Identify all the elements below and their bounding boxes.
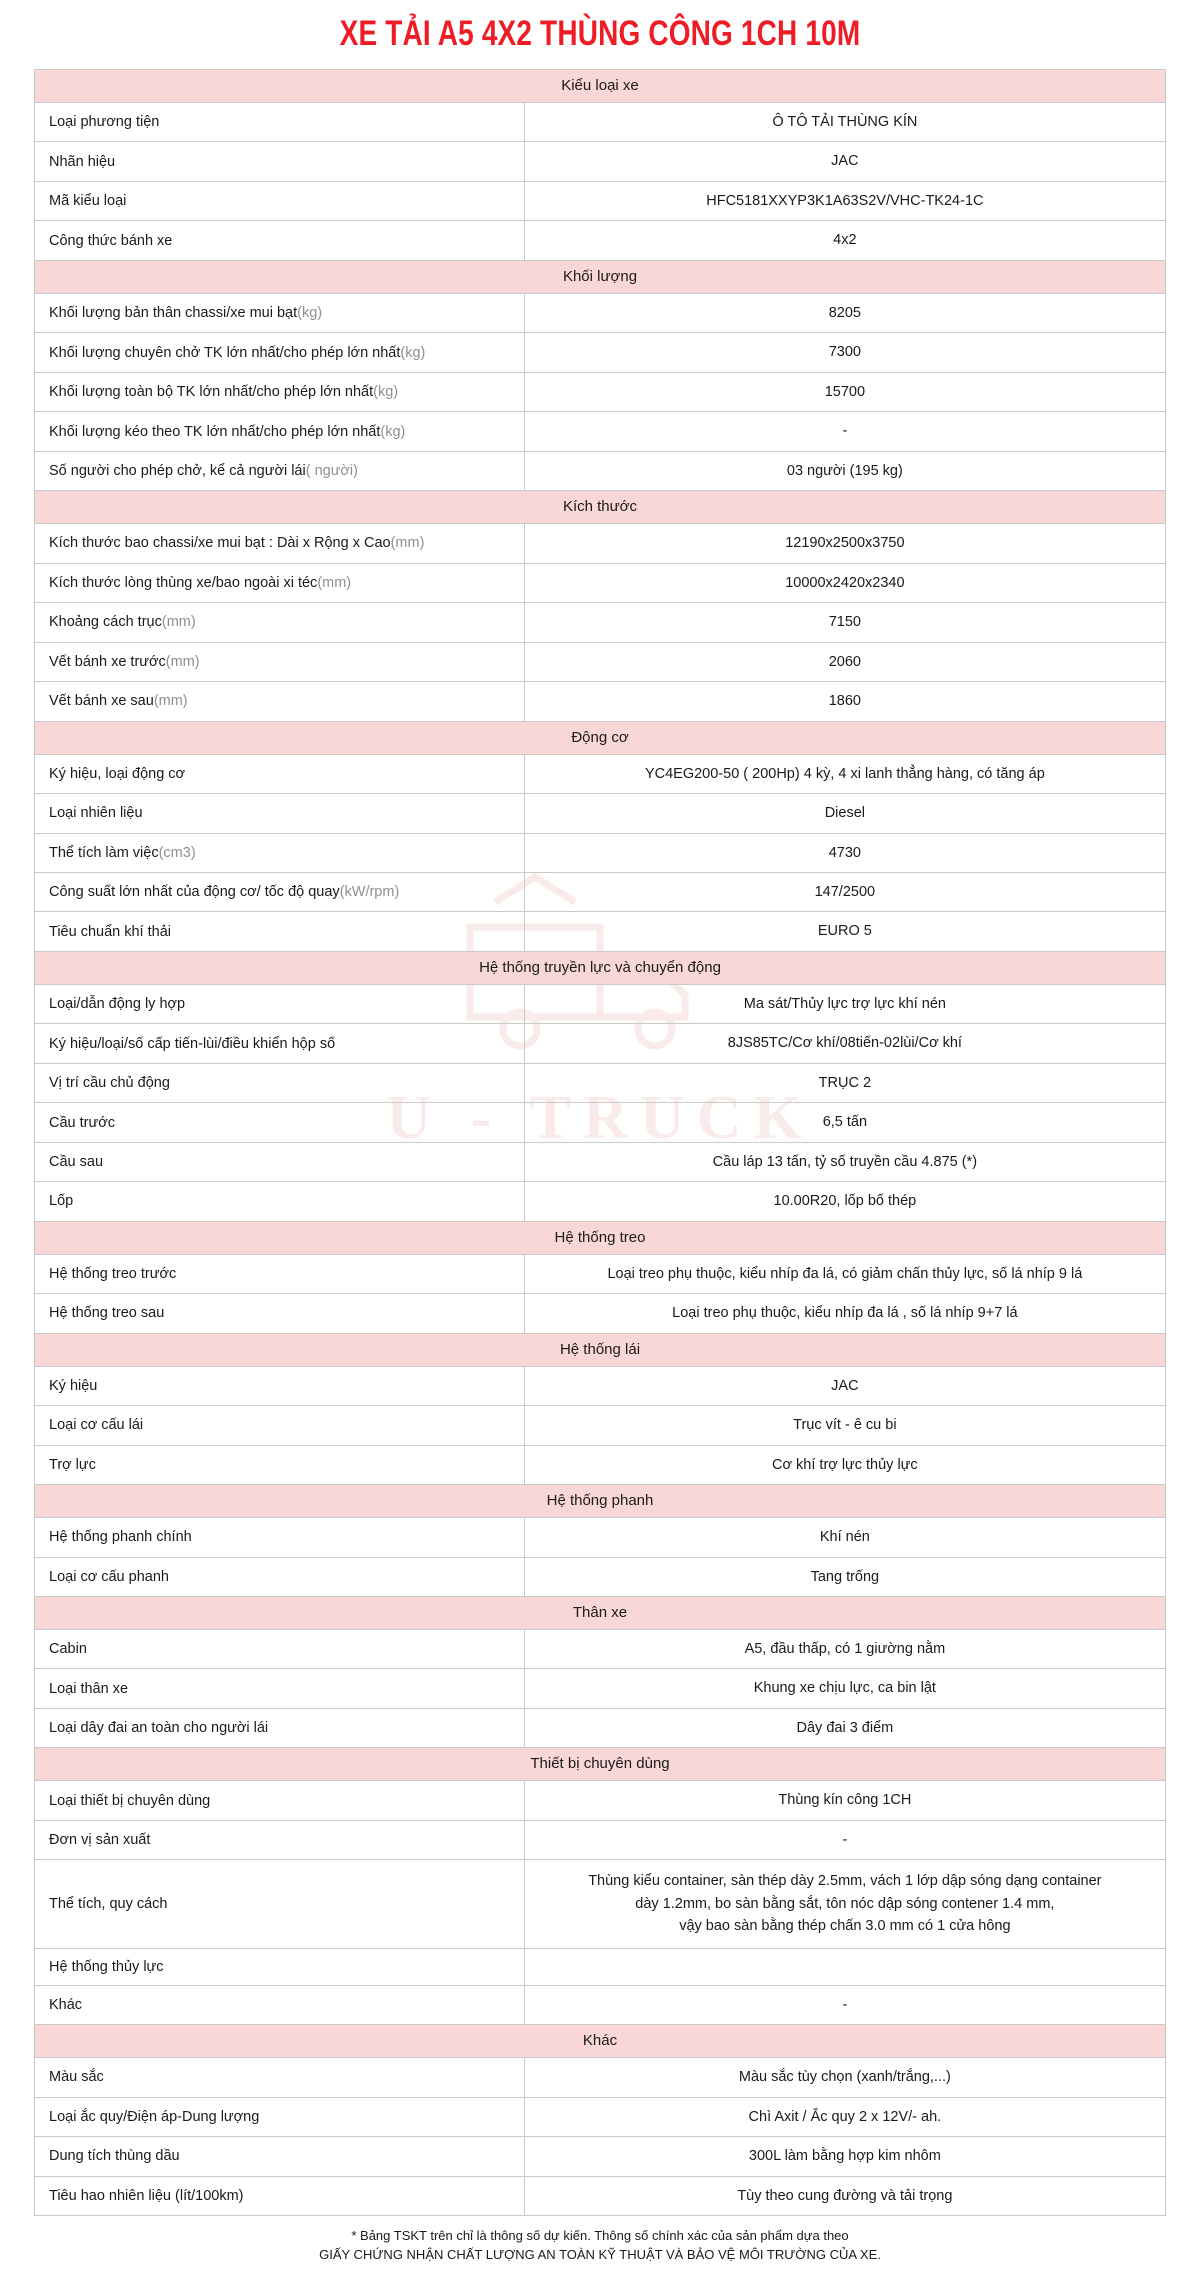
spec-label-cell [35,642,525,681]
spec-label-cell [35,1294,525,1333]
table-row [35,181,1166,220]
spec-value-cell [524,1820,1165,1859]
spec-label-cell [35,372,525,411]
table-row [35,984,1166,1023]
section-header-than-xe: Thân xe [35,1597,1166,1630]
spec-value-cell [524,833,1165,872]
spec-label-cell [35,1254,525,1293]
spec-label: Công suất lớn nhất của động cơ/ tốc độ quay [49,884,340,901]
watermark-text: U - TRUCK [386,1083,814,1152]
table-row [35,603,1166,642]
spec-label: Công thức bánh xe [49,232,173,249]
spec-value-cell [524,2137,1165,2176]
spec-label-cell [35,912,525,951]
spec-value: Cầu láp 13 tấn, tỷ số truyền cầu 4.875 (*) [712,1153,978,1170]
spec-value-cell [524,293,1165,332]
section-header-he-thong-phanh: Hệ thống phanh [35,1485,1166,1518]
spec-value: Ô TÔ TẢI THÙNG KÍN [772,114,918,130]
spec-value-cell [524,1024,1165,1063]
table-row [35,451,1166,490]
spec-label-cell [35,1445,525,1484]
table-row [35,754,1166,793]
section-header-thiet-bi-chuyen-dung: Thiết bị chuyên dùng [35,1748,1166,1781]
spec-value-cell [524,333,1165,372]
spec-label-cell [35,2176,525,2215]
spec-label-cell [35,1630,525,1669]
spec-value: 2060 [828,653,861,670]
footer-line-2: GIẤY CHỨNG NHẬN CHẤT LƯỢNG AN TOÀN KỸ THUẬT VÀ BẢO VỆ MÔI TRƯỜNG CỦA XE. [319,2246,881,2262]
spec-label: Tiêu chuẩn khí thải [49,923,171,940]
spec-label-cell [35,1820,525,1859]
table-row [35,1142,1166,1181]
spec-label-cell [35,1860,525,1948]
spec-value-cell [524,1557,1165,1596]
spec-label-cell [35,412,525,451]
spec-label-cell [35,221,525,260]
spec-value-cell [524,1948,1165,1985]
section-header-row [35,1748,1166,1781]
spec-label-cell [35,451,525,490]
spec-label-cell [35,293,525,332]
table-row [35,682,1166,721]
table-row [35,794,1166,833]
section-header-row [35,491,1166,524]
table-row [35,293,1166,332]
spec-value-cell [524,221,1165,260]
spec-value: JAC [831,1377,859,1394]
spec-label: Thể tích, quy cách [49,1896,168,1913]
section-header-row [35,721,1166,754]
section-header-kieu-loai-xe: Kiểu loại xe [35,70,1166,103]
spec-value-cell [524,181,1165,220]
spec-unit: (kW/rpm) [339,884,400,901]
spec-label: Nhãn hiệu [49,153,116,170]
spec-label: Hệ thống thủy lực [49,1958,164,1975]
table-row [35,1669,1166,1708]
section-header-row [35,951,1166,984]
spec-value: Tùy theo cung đường và tải trọng [737,2187,953,2204]
spec-label-cell [35,603,525,642]
footer-disclaimer [0,2216,1200,2280]
spec-label: Khối lượng toàn bộ TK lớn nhất/cho phép lớn nhất [49,384,374,401]
spec-label: Kích thước bao chassi/xe mui bạt : Dài x Rộng x Cao [49,535,391,552]
spec-value: 7150 [828,614,861,631]
table-row [35,1024,1166,1063]
spec-unit: (kg) [400,344,426,361]
section-header-khac: Khác [35,2025,1166,2058]
spec-label-cell [35,181,525,220]
spec-label: Loại thiết bị chuyên dùng [49,1792,211,1809]
spec-label: Ký hiệu, loại động cơ [49,765,186,782]
spec-label-cell [35,1557,525,1596]
spec-value: Chì Axit / Ắc quy 2 x 12V/- ah. [748,2108,942,2125]
spec-label: Ký hiệu/loại/số cấp tiến-lùi/điều khiển hộp số [49,1035,336,1052]
table-row [35,1445,1166,1484]
spec-label: Vết bánh xe sau [49,693,154,710]
spec-value: 12190x2500x3750 [785,535,905,552]
table-row [35,912,1166,951]
spec-label: Ký hiệu [49,1377,98,1394]
table-row [35,872,1166,911]
spec-value-cell [524,451,1165,490]
spec-value: HFC5181XXYP3K1A63S2V/VHC-TK24-1C [706,192,984,209]
spec-label-cell [35,524,525,563]
spec-label: Dung tích thùng dầu [49,2148,180,2165]
section-header-he-thong-truyen-luc: Hệ thống truyền lực và chuyển động [35,951,1166,984]
spec-label: Vị trí cầu chủ động [49,1075,170,1092]
table-row [35,1182,1166,1221]
spec-label-cell [35,1366,525,1405]
spec-value-cell [524,1708,1165,1747]
spec-label-cell [35,2097,525,2136]
spec-label: Cầu trước [49,1114,115,1131]
section-header-row [35,1221,1166,1254]
spec-label-cell [35,1182,525,1221]
table-row [35,142,1166,181]
spec-value: 4x2 [833,232,857,249]
spec-label-cell [35,682,525,721]
table-row [35,1406,1166,1445]
spec-value: A5, đầu thấp, có 1 giường nằm [744,1641,946,1657]
footer-line-1: * Bảng TSKT trên chỉ là thông số dự kiến. Thông số chính xác của sản phẩm dựa theo [351,2228,849,2244]
spec-unit: (mm) [161,614,196,631]
table-row [35,1294,1166,1333]
section-header-row [35,1597,1166,1630]
spec-unit: (kg) [297,305,323,322]
spec-label-cell [35,1708,525,1747]
table-row [35,1630,1166,1669]
table-row [35,524,1166,563]
spec-value-cell [524,754,1165,793]
table-row [35,103,1166,142]
spec-label: Hệ thống treo sau [49,1305,165,1322]
table-row [35,221,1166,260]
spec-label: Mã kiểu loại [49,193,127,210]
section-header-row [35,2025,1166,2058]
spec-value-line: Thùng kiểu container, sàn thép dày 2.5mm, vách 1 lớp dập sóng dạng container [588,1873,1102,1890]
spec-unit: ( người) [305,462,358,479]
table-row [35,1366,1166,1405]
spec-value: Cơ khí trợ lực thủy lực [772,1456,918,1473]
spec-table [34,69,1166,2216]
spec-value: EURO 5 [817,923,872,940]
spec-table-body [35,70,1166,2216]
spec-label: Khối lượng bản thân chassi/xe mui bạt [49,305,298,322]
spec-value: TRỤC 2 [818,1074,872,1091]
spec-unit: (mm) [153,693,188,710]
spec-value-cell [524,1366,1165,1405]
spec-value: Trục vít - ê cu bi [793,1417,897,1434]
table-row [35,1781,1166,1820]
spec-value-cell [524,872,1165,911]
spec-value: Thùng kín công 1CH [778,1792,912,1809]
spec-value: Loại treo phụ thuộc, kiểu nhíp đa lá , số lá nhíp 9+7 lá [672,1305,1018,1322]
spec-value: - [842,423,848,440]
spec-label-cell [35,2058,525,2097]
table-row [35,1948,1166,1985]
table-row [35,412,1166,451]
spec-value-cell [524,1294,1165,1333]
section-header-row [35,260,1166,293]
spec-value: JAC [831,153,859,170]
spec-label: Loại thân xe [49,1680,129,1697]
page-title: XE TẢI A5 4X2 THÙNG CÔNG 1CH 10M [339,14,861,53]
section-header-row [35,1485,1166,1518]
spec-label: Tiêu hao nhiên liệu (lít/100km) [49,2187,244,2204]
spec-label: Đơn vị sản xuất [49,1832,151,1849]
table-row [35,2176,1166,2215]
table-row [35,642,1166,681]
spec-value: Diesel [824,805,865,822]
spec-value-cell [524,1445,1165,1484]
spec-label: Hệ thống treo trước [49,1265,177,1282]
spec-value: 300L làm bằng hợp kim nhôm [748,2148,941,2165]
spec-value-cell [524,563,1165,602]
table-row [35,1063,1166,1102]
spec-label-cell [35,2137,525,2176]
spec-value-cell [524,524,1165,563]
spec-value-cell [524,912,1165,951]
section-header-khoi-luong: Khối lượng [35,260,1166,293]
spec-value-cell [524,2097,1165,2136]
table-row [35,1254,1166,1293]
spec-value-cell [524,1781,1165,1820]
spec-value: Dây đai 3 điểm [796,1719,894,1736]
spec-value-cell [524,603,1165,642]
spec-label: Loại phương tiện [49,114,160,131]
spec-value-cell [524,103,1165,142]
spec-unit: (mm) [317,574,352,591]
spec-label: Loại dây đai an toàn cho người lái [49,1720,269,1737]
spec-label-cell [35,1985,525,2024]
table-row [35,1103,1166,1142]
spec-value: 4730 [828,844,861,861]
table-row [35,2137,1166,2176]
spec-value: Khung xe chịu lực, ca bin lật [753,1680,936,1697]
spec-value-cell [524,1142,1165,1181]
spec-label-cell [35,333,525,372]
spec-label: Hệ thống phanh chính [49,1529,192,1546]
spec-value-cell [524,1182,1165,1221]
table-row [35,2058,1166,2097]
spec-value: 8205 [828,304,861,321]
spec-value: YC4EG200-50 ( 200Hp) 4 kỳ, 4 xi lanh thẳng hàng, có tăng áp [644,765,1045,782]
spec-value: 10000x2420x2340 [785,574,905,591]
spec-label-cell [35,1518,525,1557]
spec-label-cell [35,794,525,833]
spec-label: Loại cơ cấu lái [49,1417,144,1434]
spec-value-cell [524,2176,1165,2215]
spec-value: 8JS85TC/Cơ khí/08tiến-02lùi/Cơ khí [727,1035,962,1052]
spec-value-cell [524,372,1165,411]
spec-value-cell [524,1063,1165,1102]
table-row [35,372,1166,411]
spec-value-cell [524,1406,1165,1445]
spec-value: 147/2500 [814,883,876,900]
spec-value: Tang trống [810,1568,880,1585]
spec-label-cell [35,103,525,142]
table-row [35,2097,1166,2136]
spec-value-cell [524,1630,1165,1669]
spec-label: Số người cho phép chở, kể cả người lái [49,462,306,479]
spec-label: Màu sắc [49,2069,104,2086]
spec-unit: (cm3) [158,844,196,861]
spec-unit: (mm) [165,653,200,670]
spec-unit: (mm) [390,535,425,552]
spec-label-cell [35,872,525,911]
table-row [35,563,1166,602]
spec-label-cell [35,1406,525,1445]
spec-value-cell [524,1669,1165,1708]
spec-value-cell [524,1985,1165,2024]
spec-table-container [0,69,1200,2216]
spec-label-cell [35,142,525,181]
spec-value-cell [524,1518,1165,1557]
spec-value: 1860 [828,693,861,710]
spec-value-line: vậy bao sàn bằng thép chấn 3.0 mm có 1 cửa hông [679,1918,1011,1935]
spec-value-cell [524,1860,1165,1948]
spec-label: Loại nhiên liệu [49,805,143,822]
spec-value: 10.00R20, lốp bố thép [773,1193,917,1210]
spec-value-cell [524,2058,1165,2097]
spec-value: Màu sắc tùy chọn (xanh/trắng,...) [738,2069,951,2086]
spec-value: - [842,1996,848,2013]
spec-label: Khối lượng kéo theo TK lớn nhất/cho phép lớn nhất [49,423,381,440]
spec-value-cell [524,642,1165,681]
spec-label-cell [35,563,525,602]
spec-label: Cầu sau [49,1154,104,1171]
spec-value-line: dày 1.2mm, bo sàn bằng sắt, tôn nóc dập sóng contener 1.4 mm, [635,1895,1055,1912]
spec-value-cell [524,1103,1165,1142]
spec-value-cell [524,984,1165,1023]
spec-value-cell [524,1254,1165,1293]
spec-value-cell [524,142,1165,181]
spec-value: - [842,1831,848,1848]
spec-label: Thể tích làm việc [49,844,159,861]
spec-label: Vết bánh xe trước [49,653,166,670]
spec-value: 15700 [824,383,866,400]
spec-label-cell [35,1781,525,1820]
spec-label: Khác [49,1996,83,2013]
spec-unit: (kg) [373,384,399,401]
spec-label: Lốp [49,1193,74,1210]
section-header-dong-co: Động cơ [35,721,1166,754]
spec-label: Khối lượng chuyên chở TK lớn nhất/cho phép lớn nhất [49,344,401,361]
spec-label: Khoảng cách trục [49,614,162,631]
section-header-he-thong-lai: Hệ thống lái [35,1333,1166,1366]
table-row [35,833,1166,872]
spec-value: Ma sát/Thủy lực trợ lực khí nén [743,995,946,1012]
spec-label-cell [35,1142,525,1181]
section-header-row [35,70,1166,103]
table-row [35,333,1166,372]
section-header-he-thong-treo: Hệ thống treo [35,1221,1166,1254]
spec-label: Loại/dẫn động ly hợp [49,996,186,1013]
spec-label-cell [35,833,525,872]
spec-label-cell [35,984,525,1023]
spec-label: Loại cơ cấu phanh [49,1568,169,1585]
spec-label: Cabin [49,1641,87,1658]
table-row [35,1860,1166,1948]
spec-label-cell [35,1063,525,1102]
spec-value: Loại treo phụ thuộc, kiểu nhíp đa lá, có giảm chấn thủy lực, số lá nhíp 9 lá [607,1265,1083,1282]
spec-label: Loại ắc quy/Điện áp-Dung lượng [49,2108,260,2125]
spec-value: 03 người (195 kg) [786,462,903,479]
section-header-kich-thuoc: Kích thước [35,491,1166,524]
spec-label-cell [35,754,525,793]
spec-label-cell [35,1024,525,1063]
spec-value-cell [524,412,1165,451]
spec-label: Kích thước lòng thùng xe/bao ngoài xi téc [49,574,318,591]
spec-value: Khí nén [819,1529,870,1546]
table-row [35,1518,1166,1557]
spec-unit: (kg) [380,423,406,440]
table-row [35,1985,1166,2024]
spec-label-cell [35,1948,525,1985]
spec-value-cell [524,794,1165,833]
spec-label-cell [35,1103,525,1142]
spec-value: 7300 [828,344,861,361]
spec-value-cell [524,682,1165,721]
table-row [35,1708,1166,1747]
spec-value: 6,5 tấn [822,1114,868,1131]
table-row [35,1557,1166,1596]
spec-label: Trợ lực [49,1456,96,1473]
spec-label-cell [35,1669,525,1708]
table-row [35,1820,1166,1859]
section-header-row [35,1333,1166,1366]
